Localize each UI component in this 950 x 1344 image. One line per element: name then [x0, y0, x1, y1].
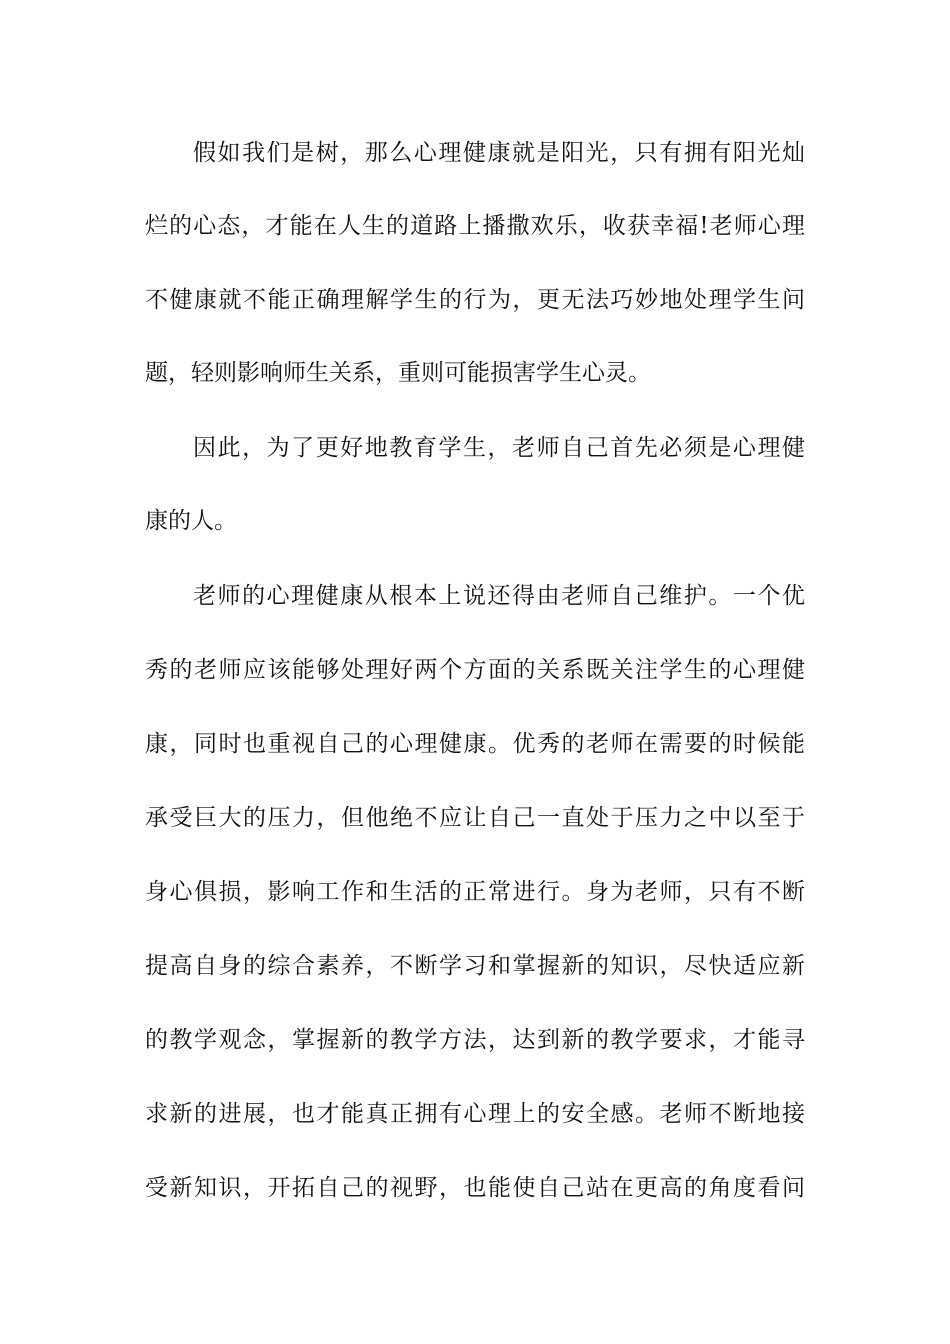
paragraph-1-line-1: 假如我们是树，那么心理健康就是阳光，只有拥有阳光灿 [193, 140, 805, 166]
paragraph-3-line-4: 承受巨大的压力，但他绝不应让自己一直处于压力之中以至于 [145, 805, 805, 831]
paragraph-1-line-2: 烂的心态，才能在人生的道路上播撒欢乐，收获幸福!老师心理 [145, 213, 805, 239]
paragraph-3-line-3: 康，同时也重视自己的心理健康。优秀的老师在需要的时候能 [145, 731, 805, 757]
paragraph-3-line-5: 身心俱损，影响工作和生活的正常进行。身为老师，只有不断 [145, 879, 805, 905]
paragraph-1-line-4: 题，轻则影响师生关系，重则可能损害学生心灵。 [145, 360, 651, 386]
paragraph-2-line-1: 因此，为了更好地教育学生，老师自己首先必须是心理健 [193, 435, 805, 461]
paragraph-3-line-6: 提高自身的综合素养，不断学习和掌握新的知识，尽快适应新 [145, 953, 805, 979]
paragraph-1-line-3: 不健康就不能正确理解学生的行为，更无法巧妙地处理学生问 [145, 287, 805, 313]
paragraph-2-line-2: 康的人。 [145, 508, 237, 534]
paragraph-3-line-2: 秀的老师应该能够处理好两个方面的关系既关注学生的心理健 [145, 657, 805, 683]
paragraph-3-line-8: 求新的进展，也才能真正拥有心理上的安全感。老师不断地接 [145, 1101, 805, 1127]
paragraph-3-line-7: 的教学观念，掌握新的教学方法，达到新的教学要求，才能寻 [145, 1027, 805, 1053]
paragraph-3-line-9: 受新知识，开拓自己的视野，也能使自己站在更高的角度看问 [145, 1175, 805, 1201]
paragraph-3-line-1: 老师的心理健康从根本上说还得由老师自己维护。一个优 [193, 583, 805, 609]
